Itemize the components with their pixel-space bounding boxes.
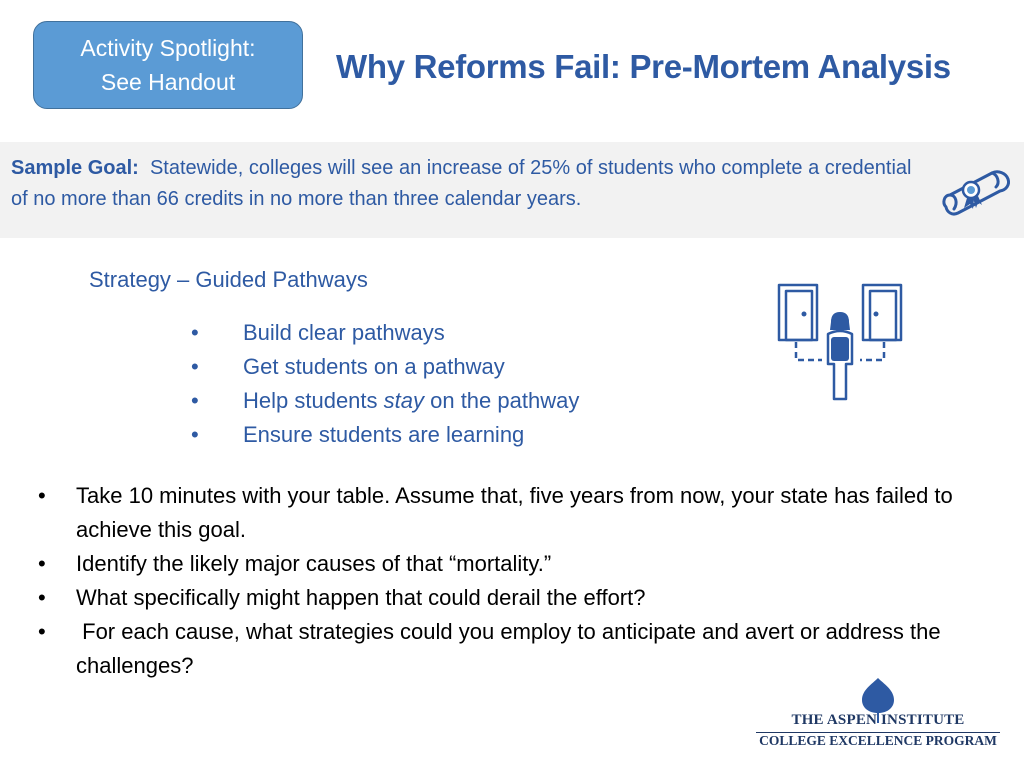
spotlight-line-1: Activity Spotlight:: [80, 35, 256, 61]
task-item-text: Identify the likely major causes of that “mortality.”: [76, 551, 552, 576]
task-item: [0, 547, 966, 581]
task-list: [0, 479, 966, 683]
bullet: •: [191, 354, 199, 379]
strategy-item-text: Get students on a pathway: [243, 354, 505, 379]
task-item: [0, 479, 966, 547]
task-item-text: Take 10 minutes with your table. Assume that, five years from now, your state has failed to achieve this goal.: [76, 483, 953, 542]
slide-title: Why Reforms Fail: Pre-Mortem Analysis: [336, 48, 951, 85]
bullet: •: [191, 320, 199, 345]
task-item: [0, 581, 966, 615]
activity-spotlight-box: [33, 21, 303, 109]
logo-line-2: COLLEGE EXCELLENCE PROGRAM: [759, 733, 997, 748]
task-item-text: For each cause, what strategies could you employ to anticipate and avert or address the challenges?: [76, 619, 947, 678]
bullet: •: [38, 551, 46, 576]
bullet: •: [191, 422, 199, 447]
bullet: •: [38, 483, 46, 508]
strategy-item-text: Ensure students are learning: [243, 422, 525, 447]
sample-goal-body: Statewide, colleges will see an increase of 25% of students who complete a credential of no more than 66 credits in no more than three calendar years.: [11, 157, 912, 210]
task-item: [0, 615, 966, 683]
bullet: •: [38, 619, 46, 644]
two-doors-person-icon: [776, 282, 906, 402]
strategy-item-text: Help students stay on the pathway: [243, 388, 580, 413]
strategy-item-text: Build clear pathways: [243, 320, 445, 345]
sample-goal-label: Sample Goal:: [11, 157, 139, 179]
strategy-heading: Strategy – Guided Pathways: [89, 267, 368, 292]
sample-goal-text: [11, 153, 931, 215]
task-item-text: What specifically might happen that could derail the effort?: [76, 585, 646, 610]
spotlight-line-2: See Handout: [100, 69, 236, 95]
aspen-institute-logo: [754, 676, 1002, 756]
emphasis-stay: stay: [383, 388, 424, 413]
bullet: •: [38, 585, 46, 610]
diploma-icon: [938, 165, 1018, 220]
logo-line-1: THE ASPEN INSTITUTE: [791, 712, 965, 728]
bullet: •: [191, 388, 199, 413]
